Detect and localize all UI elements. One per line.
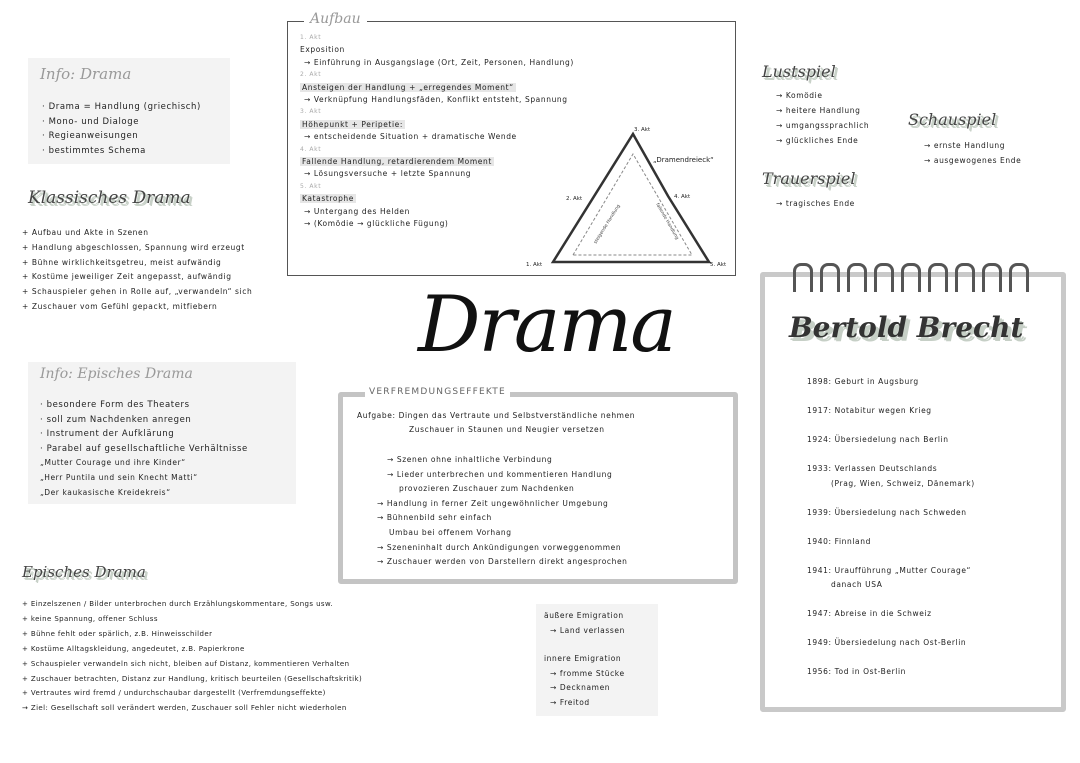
list-item: · Instrument der Aufklärung [40, 429, 175, 440]
timeline-year: 1941: [807, 565, 832, 575]
spiral-ring-icon [1009, 263, 1029, 292]
timeline-entry [807, 506, 975, 521]
list-item: · Mono- und Dialoge [42, 116, 140, 127]
klassisches-drama-heading: Klassisches Drama [28, 188, 191, 208]
act-detail: → entscheidende Situation + dramatische Wende [304, 132, 517, 142]
schauspiel-list [924, 138, 1021, 168]
timeline-text: Verlassen Deutschlands [834, 464, 938, 473]
timeline-text: danach USA [831, 580, 883, 589]
list-item: → umgangssprachlich [776, 121, 870, 130]
act-detail: → Untergang des Helden [304, 206, 411, 216]
inner-label-left: steigende Handlung [593, 203, 622, 246]
emigration-list [544, 609, 625, 711]
list-item: provozieren Zuschauer zum Nachdenken [399, 484, 575, 494]
list-item: + Kostüme Alltagskleidung, angedeutet, z.B. Papierkrone [22, 644, 245, 653]
timeline-year: 1940: [807, 536, 832, 546]
list-item: → Szenen ohne inhaltliche Verbindung [387, 455, 553, 464]
timeline-text: Finnland [834, 536, 871, 546]
list-item: → Komödie [776, 91, 823, 100]
list-item: → Freitod [550, 697, 590, 707]
act-title: Katastrophe [302, 194, 355, 204]
list-item: „Der kaukasische Kreidekreis“ [40, 487, 171, 497]
list-item: + keine Spannung, offener Schluss [22, 614, 158, 623]
act-title: Ansteigen der Handlung + „erregendes Moment“ [302, 82, 514, 92]
list-item: + Einzelszenen / Bilder unterbrochen durch Erzählungskommentare, Songs usw. [22, 600, 334, 608]
timeline-text: Übersiedelung nach Ost-Berlin [834, 638, 967, 647]
list-item: → glückliches Ende [776, 136, 859, 145]
timeline-entry [807, 433, 975, 448]
spiral-ring-icon [982, 263, 1002, 292]
list-item: + Schauspieler gehen in Rolle auf, „verwandeln“ sich [22, 287, 253, 297]
act-detail: → (Komödie → glückliche Fügung) [304, 219, 449, 229]
timeline-year: 1947: [807, 609, 832, 618]
timeline-text: Notabitur wegen Krieg [834, 406, 932, 415]
list-item: → Land verlassen [550, 625, 625, 635]
act-title: Höhepunkt + Peripetie: [302, 119, 403, 129]
list-item: → fromme Stücke [550, 668, 625, 678]
timeline-year: 1939: [807, 507, 832, 517]
list-item: · soll zum Nachdenken anregen [40, 414, 192, 425]
list-item: → Decknamen [550, 683, 611, 693]
timeline-text: Tod in Ost-Berlin [834, 667, 907, 676]
timeline-entry [807, 404, 975, 419]
timeline-text: (Prag, Wien, Schweiz, Dänemark) [831, 478, 975, 488]
list-item: + Schauspieler verwandeln sich nicht, bleiben auf Distanz, kommentieren Verhalten [22, 659, 350, 668]
emigration-box [536, 604, 658, 716]
list-item: „Herr Puntila und sein Knecht Matti“ [40, 472, 198, 482]
timeline-entry [807, 375, 975, 390]
act-number: 4. Akt [300, 145, 322, 153]
trauerspiel-list [776, 197, 855, 212]
list-item: + Handlung abgeschlossen, Spannung wird erzeugt [22, 242, 245, 252]
spiral-ring-icon [928, 263, 948, 292]
timeline-text: Abreise in die Schweiz [834, 609, 932, 618]
list-item: → Zuschauer werden von Darstellern direkt angesprochen [377, 557, 628, 567]
innere-emigration-heading: innere Emigration [544, 654, 622, 664]
list-item: + Aufbau und Akte in Szenen [22, 228, 149, 237]
list-item: → tragisches Ende [776, 199, 855, 208]
brecht-notebook [760, 272, 1066, 712]
triangle-label: „Dramendreieck“ [653, 156, 714, 164]
timeline-year: 1933: [807, 464, 832, 473]
info-episch-box [28, 362, 296, 504]
timeline-entry [807, 607, 975, 622]
act-title: Exposition [300, 45, 345, 55]
spiral-ring-icon [793, 263, 813, 292]
info-episch-heading: Info: Episches Drama [40, 366, 193, 382]
list-item: → ausgewogenes Ende [924, 156, 1022, 165]
timeline-entry [807, 636, 975, 651]
spiral-ring-icon [901, 263, 921, 292]
timeline-entry [807, 462, 975, 477]
point-label: 5. Akt [710, 262, 727, 268]
timeline-year: 1949: [807, 638, 832, 647]
point-label: 1. Akt [526, 262, 543, 268]
timeline-year: 1956: [807, 667, 832, 676]
schauspiel-heading: Schauspiel [908, 110, 997, 129]
list-item: → ernste Handlung [924, 141, 1006, 150]
list-item: + Bühne fehlt oder spärlich, z.B. Hinweisschilder [22, 629, 213, 638]
act-title: Fallende Handlung, retardierendem Moment [302, 157, 492, 167]
act-detail: → Verknüpfung Handlungsfäden, Konflikt entsteht, Spannung [304, 95, 568, 105]
episches-drama-list [22, 597, 362, 716]
spiral-ring-icon [874, 263, 894, 292]
trauerspiel-heading: Trauerspiel [762, 169, 856, 188]
list-item: · Regieanweisungen [42, 131, 139, 142]
act-number: 3. Akt [300, 108, 322, 116]
timeline-entry [807, 665, 975, 680]
timeline-year: 1924: [807, 435, 832, 444]
timeline-text: Übersiedelung nach Schweden [834, 507, 967, 517]
list-item: + Zuschauer betrachten, Distanz zur Handlung, kritisch beurteilen (Gesellschaftskritik) [22, 674, 363, 683]
list-item: → Lieder unterbrechen und kommentieren Handlung [387, 469, 613, 479]
list-item: → Szeneninhalt durch Ankündigungen vorweggenommen [377, 542, 622, 552]
aufbau-box [287, 11, 736, 276]
act-detail: → Lösungsversuche + letzte Spannung [304, 169, 472, 179]
spiral-ring-icon [847, 263, 867, 292]
timeline-text: Geburt in Augsburg [834, 377, 919, 386]
aufgabe-text: Dingen das Vertraute und Selbstverständliche nehmen [398, 411, 636, 420]
dramendreieck-diagram [516, 122, 731, 272]
list-item: → heitere Handlung [776, 106, 861, 115]
timeline-year: 1917: [807, 406, 832, 415]
list-item: · besondere Form des Theaters [40, 400, 190, 410]
list-item: + Zuschauer vom Gefühl gepackt, mitfiebern [22, 301, 218, 311]
klassisches-drama-list [22, 226, 252, 315]
verfremdung-box [338, 387, 738, 584]
info-episch-list [40, 398, 248, 500]
act-number: 5. Akt [300, 182, 322, 190]
page-title: Drama [418, 280, 675, 370]
list-item: + Vertrautes wird fremd / undurchschaubar dargestellt (Verfremdungseffekte) [22, 689, 326, 698]
list-item: · Drama = Handlung (griechisch) [42, 102, 201, 112]
act-detail: → Einführung in Ausgangslage (Ort, Zeit, Personen, Handlung) [304, 57, 574, 67]
list-item: → Bühnenbild sehr einfach [377, 513, 492, 523]
aeussere-emigration-heading: äußere Emigration [544, 611, 624, 620]
list-item: Umbau bei offenem Vorhang [389, 527, 512, 537]
spiral-ring-icon [955, 263, 975, 292]
lustspiel-heading: Lustspiel [762, 62, 836, 81]
brecht-timeline [807, 375, 975, 680]
verfremdung-heading: VERFREMDUNGSEFFEKTE [365, 387, 510, 397]
brecht-heading: Bertold Brecht [789, 311, 1024, 344]
point-label: 3. Akt [634, 127, 651, 133]
spiral-ring-icon [820, 263, 840, 292]
lustspiel-list [776, 88, 869, 148]
timeline-year: 1898: [807, 377, 832, 386]
act-number: 1. Akt [300, 34, 322, 41]
point-label: 2. Akt [566, 196, 583, 202]
episches-drama-heading: Episches Drama [22, 563, 146, 581]
list-item: + Bühne wirklichkeitsgetreu, meist aufwändig [22, 257, 222, 267]
info-drama-box [28, 58, 230, 164]
timeline-text: Übersiedelung nach Berlin [834, 435, 949, 444]
aufbau-heading: Aufbau [304, 11, 367, 27]
verfremdung-aufgabe [357, 409, 635, 437]
aufgabe-label: Aufgabe: [357, 411, 396, 420]
info-drama-heading: Info: Drama [40, 65, 132, 83]
act-number: 2. Akt [300, 71, 322, 79]
aufgabe-text: Zuschauer in Staunen und Neugier versetzen [409, 425, 605, 434]
list-item: · bestimmtes Schema [42, 145, 146, 156]
list-item: · Parabel auf gesellschaftliche Verhältnisse [40, 443, 248, 454]
list-item: → Handlung in ferner Zeit ungewöhnlicher Umgebung [377, 498, 609, 508]
timeline-entry [807, 535, 975, 550]
list-item: → Ziel: Gesellschaft soll verändert werden, Zuschauer soll Fehler nicht wiederholen [22, 704, 347, 713]
inner-label-right: fallende Handlung [654, 202, 680, 241]
info-drama-list [42, 100, 201, 158]
point-label: 4. Akt [674, 194, 691, 200]
timeline-entry [807, 564, 975, 579]
verfremdung-list [377, 453, 628, 570]
list-item: „Mutter Courage und ihre Kinder“ [40, 458, 186, 468]
list-item: + Kostüme jeweiliger Zeit angepasst, aufwändig [22, 272, 232, 282]
timeline-text: Uraufführung „Mutter Courage“ [834, 565, 972, 575]
